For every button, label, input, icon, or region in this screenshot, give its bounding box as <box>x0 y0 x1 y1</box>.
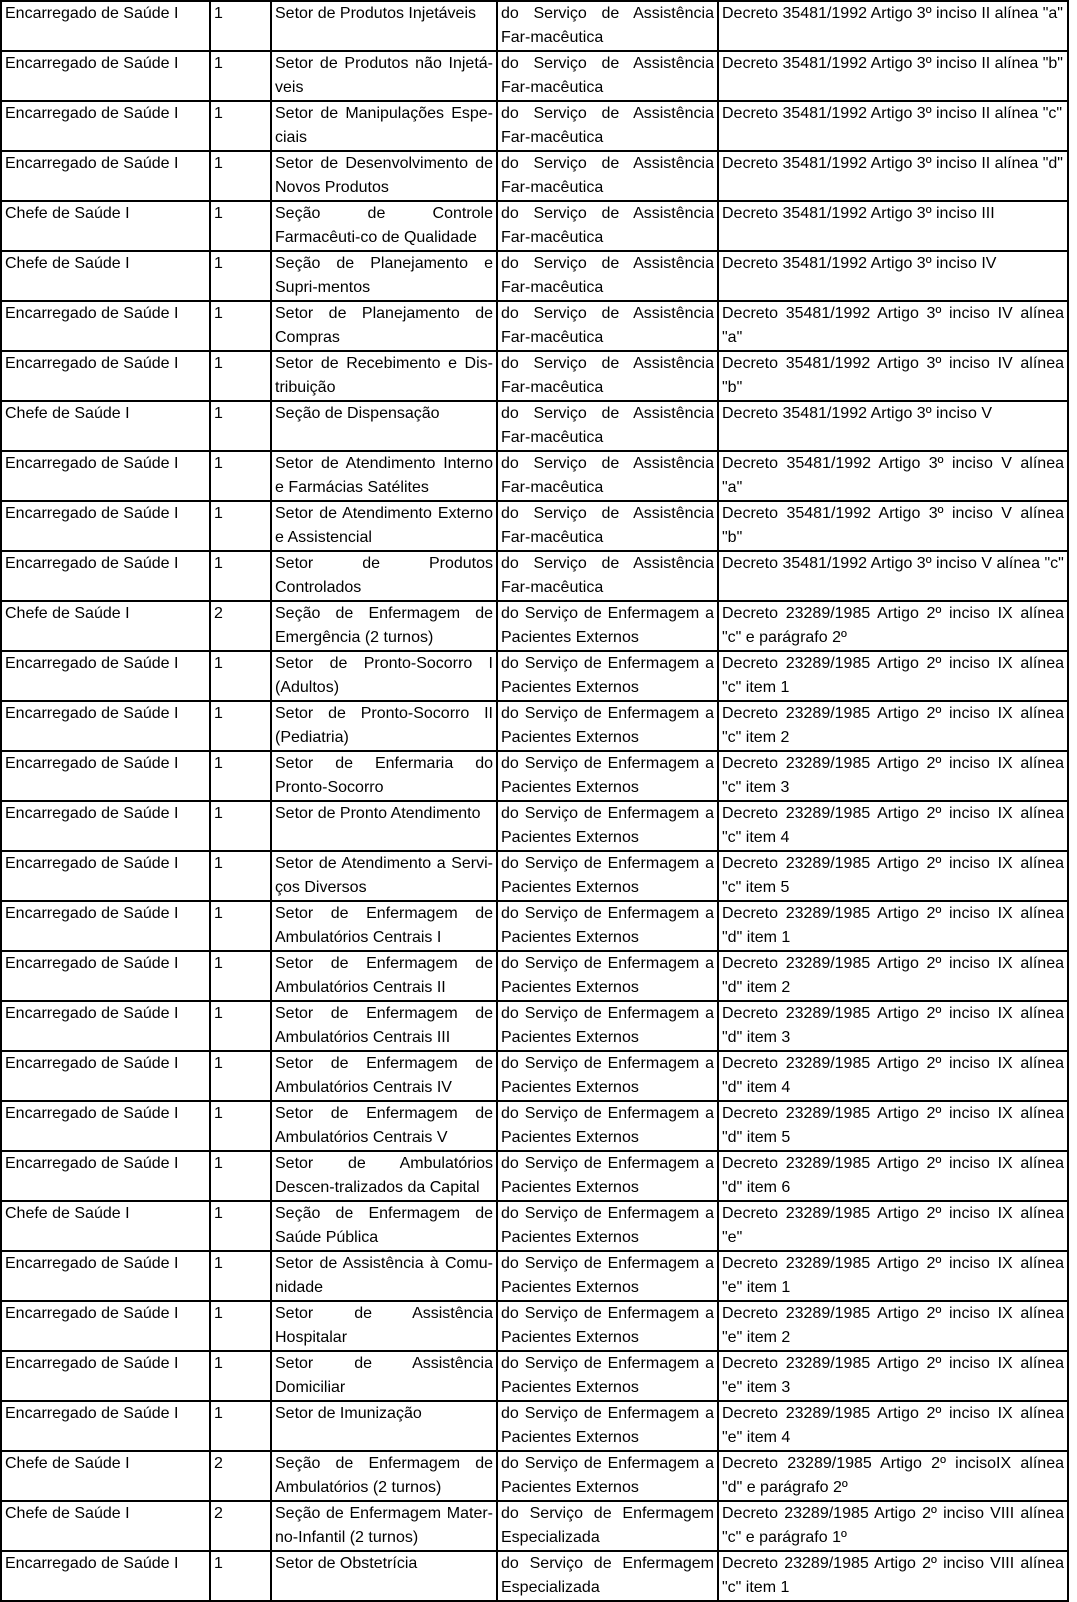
service-cell: do Serviço de Enfermagem a Pacientes Externos <box>497 1301 718 1351</box>
unit-cell: Setor de Produtos Injetáveis <box>271 1 497 51</box>
service-cell: do Serviço de Enfermagem a Pacientes Externos <box>497 1351 718 1401</box>
table-row <box>1 51 1068 101</box>
legal-basis-cell: Decreto 35481/1992 Artigo 3º inciso V <box>718 401 1068 451</box>
table-row <box>1 251 1068 301</box>
table-row <box>1 151 1068 201</box>
position-cell: Encarregado de Saúde I <box>1 1151 210 1201</box>
unit-cell: Setor de Enfermagem de Ambulatórios Centrais III <box>271 1001 497 1051</box>
position-cell: Encarregado de Saúde I <box>1 451 210 501</box>
quantity-cell: 1 <box>210 101 271 151</box>
table-row <box>1 601 1068 651</box>
positions-table-body <box>1 1 1068 1601</box>
legal-basis-cell: Decreto 23289/1985 Artigo 2º inciso IX alínea "d" item 3 <box>718 1001 1068 1051</box>
table-row <box>1 751 1068 801</box>
legal-basis-cell: Decreto 35481/1992 Artigo 3º inciso V alínea "c" <box>718 551 1068 601</box>
legal-basis-cell: Decreto 23289/1985 Artigo 2º inciso IX alínea "d" item 6 <box>718 1151 1068 1201</box>
legal-basis-cell: Decreto 35481/1992 Artigo 3º inciso IV alínea "b" <box>718 351 1068 401</box>
service-cell: do Serviço de Enfermagem a Pacientes Externos <box>497 1251 718 1301</box>
legal-basis-cell: Decreto 23289/1985 Artigo 2º inciso IX alínea "c" item 1 <box>718 651 1068 701</box>
unit-cell: Setor de Enfermaria do Pronto-Socorro <box>271 751 497 801</box>
service-cell: do Serviço de Assistência Far-macêutica <box>497 501 718 551</box>
position-cell: Encarregado de Saúde I <box>1 351 210 401</box>
quantity-cell: 1 <box>210 1351 271 1401</box>
quantity-cell: 1 <box>210 1 271 51</box>
unit-cell: Setor de Pronto-Socorro II (Pediatria) <box>271 701 497 751</box>
table-row <box>1 1101 1068 1151</box>
service-cell: do Serviço de Assistência Far-macêutica <box>497 401 718 451</box>
service-cell: do Serviço de Assistência Far-macêutica <box>497 101 718 151</box>
legal-basis-cell: Decreto 23289/1985 Artigo 2º inciso IX alínea "e" item 1 <box>718 1251 1068 1301</box>
legal-basis-cell: Decreto 23289/1985 Artigo 2º inciso IX alínea "d" item 1 <box>718 901 1068 951</box>
table-row <box>1 301 1068 351</box>
service-cell: do Serviço de Enfermagem a Pacientes Externos <box>497 701 718 751</box>
legal-basis-cell: Decreto 23289/1985 Artigo 2º inciso IX alínea "c" item 3 <box>718 751 1068 801</box>
quantity-cell: 1 <box>210 251 271 301</box>
position-cell: Encarregado de Saúde I <box>1 1401 210 1451</box>
legal-basis-cell: Decreto 23289/1985 Artigo 2º inciso IX alínea "c" e parágrafo 2º <box>718 601 1068 651</box>
table-row <box>1 1001 1068 1051</box>
service-cell: do Serviço de Assistência Far-macêutica <box>497 51 718 101</box>
legal-basis-cell: Decreto 23289/1985 Artigo 2º inciso VIII alínea "c" item 1 <box>718 1551 1068 1601</box>
unit-cell: Setor de Produtos não Injetá-veis <box>271 51 497 101</box>
unit-cell: Setor de Recebimento e Dis-tribuição <box>271 351 497 401</box>
position-cell: Encarregado de Saúde I <box>1 551 210 601</box>
service-cell: do Serviço de Enfermagem Especializada <box>497 1501 718 1551</box>
position-cell: Encarregado de Saúde I <box>1 51 210 101</box>
legal-basis-cell: Decreto 23289/1985 Artigo 2º incisoIX alínea "d" e parágrafo 2º <box>718 1451 1068 1501</box>
position-cell: Encarregado de Saúde I <box>1 501 210 551</box>
service-cell: do Serviço de Enfermagem a Pacientes Externos <box>497 1101 718 1151</box>
legal-basis-cell: Decreto 23289/1985 Artigo 2º inciso IX alínea "c" item 5 <box>718 851 1068 901</box>
unit-cell: Seção de Enfermagem de Saúde Pública <box>271 1201 497 1251</box>
quantity-cell: 1 <box>210 51 271 101</box>
position-cell: Encarregado de Saúde I <box>1 1551 210 1601</box>
quantity-cell: 1 <box>210 1151 271 1201</box>
unit-cell: Seção de Controle Farmacêuti-co de Qualidade <box>271 201 497 251</box>
legal-basis-cell: Decreto 35481/1992 Artigo 3º inciso II alínea "b" <box>718 51 1068 101</box>
legal-basis-cell: Decreto 35481/1992 Artigo 3º inciso V alínea "b" <box>718 501 1068 551</box>
quantity-cell: 1 <box>210 951 271 1001</box>
unit-cell: Setor de Pronto-Socorro I (Adultos) <box>271 651 497 701</box>
table-row <box>1 701 1068 751</box>
service-cell: do Serviço de Enfermagem a Pacientes Externos <box>497 751 718 801</box>
table-row <box>1 1501 1068 1551</box>
quantity-cell: 1 <box>210 1201 271 1251</box>
quantity-cell: 2 <box>210 1451 271 1501</box>
legal-basis-cell: Decreto 35481/1992 Artigo 3º inciso V alínea "a" <box>718 451 1068 501</box>
quantity-cell: 1 <box>210 551 271 601</box>
quantity-cell: 2 <box>210 601 271 651</box>
service-cell: do Serviço de Enfermagem a Pacientes Externos <box>497 651 718 701</box>
legal-basis-cell: Decreto 23289/1985 Artigo 2º inciso VIII alínea "c" e parágrafo 1º <box>718 1501 1068 1551</box>
service-cell: do Serviço de Enfermagem a Pacientes Externos <box>497 1401 718 1451</box>
position-cell: Encarregado de Saúde I <box>1 301 210 351</box>
table-row <box>1 501 1068 551</box>
legal-basis-cell: Decreto 23289/1985 Artigo 2º inciso IX alínea "d" item 2 <box>718 951 1068 1001</box>
position-cell: Chefe de Saúde I <box>1 601 210 651</box>
position-cell: Chefe de Saúde I <box>1 201 210 251</box>
service-cell: do Serviço de Assistência Far-macêutica <box>497 351 718 401</box>
position-cell: Encarregado de Saúde I <box>1 951 210 1001</box>
service-cell: do Serviço de Assistência Far-macêutica <box>497 551 718 601</box>
legal-basis-cell: Decreto 23289/1985 Artigo 2º inciso IX alínea "e" item 3 <box>718 1351 1068 1401</box>
service-cell: do Serviço de Enfermagem a Pacientes Externos <box>497 601 718 651</box>
legal-basis-cell: Decreto 23289/1985 Artigo 2º inciso IX alínea "c" item 4 <box>718 801 1068 851</box>
unit-cell: Setor de Enfermagem de Ambulatórios Centrais I <box>271 901 497 951</box>
position-cell: Encarregado de Saúde I <box>1 1 210 51</box>
quantity-cell: 1 <box>210 401 271 451</box>
position-cell: Encarregado de Saúde I <box>1 751 210 801</box>
service-cell: do Serviço de Assistência Far-macêutica <box>497 301 718 351</box>
unit-cell: Setor de Enfermagem de Ambulatórios Centrais V <box>271 1101 497 1151</box>
legal-basis-cell: Decreto 35481/1992 Artigo 3º inciso III <box>718 201 1068 251</box>
position-cell: Chefe de Saúde I <box>1 1201 210 1251</box>
quantity-cell: 1 <box>210 201 271 251</box>
unit-cell: Setor de Produtos Controlados <box>271 551 497 601</box>
service-cell: do Serviço de Enfermagem Especializada <box>497 1551 718 1601</box>
quantity-cell: 1 <box>210 901 271 951</box>
position-cell: Encarregado de Saúde I <box>1 151 210 201</box>
quantity-cell: 1 <box>210 151 271 201</box>
legal-basis-cell: Decreto 23289/1985 Artigo 2º inciso IX alínea "d" item 5 <box>718 1101 1068 1151</box>
service-cell: do Serviço de Enfermagem a Pacientes Externos <box>497 1201 718 1251</box>
unit-cell: Setor de Manipulações Espe-ciais <box>271 101 497 151</box>
table-row <box>1 351 1068 401</box>
table-row <box>1 1201 1068 1251</box>
service-cell: do Serviço de Assistência Far-macêutica <box>497 251 718 301</box>
position-cell: Chefe de Saúde I <box>1 251 210 301</box>
unit-cell: Setor de Atendimento a Servi-ços Diversos <box>271 851 497 901</box>
quantity-cell: 1 <box>210 851 271 901</box>
service-cell: do Serviço de Enfermagem a Pacientes Externos <box>497 1151 718 1201</box>
table-row <box>1 1401 1068 1451</box>
unit-cell: Seção de Dispensação <box>271 401 497 451</box>
quantity-cell: 1 <box>210 1551 271 1601</box>
quantity-cell: 1 <box>210 501 271 551</box>
unit-cell: Setor de Planejamento de Compras <box>271 301 497 351</box>
quantity-cell: 1 <box>210 1251 271 1301</box>
unit-cell: Setor de Enfermagem de Ambulatórios Centrais II <box>271 951 497 1001</box>
service-cell: do Serviço de Enfermagem a Pacientes Externos <box>497 1001 718 1051</box>
service-cell: do Serviço de Assistência Far-macêutica <box>497 451 718 501</box>
position-cell: Chefe de Saúde I <box>1 401 210 451</box>
unit-cell: Setor de Assistência à Comu-nidade <box>271 1251 497 1301</box>
position-cell: Encarregado de Saúde I <box>1 1351 210 1401</box>
unit-cell: Setor de Assistência Domiciliar <box>271 1351 497 1401</box>
position-cell: Encarregado de Saúde I <box>1 1301 210 1351</box>
position-cell: Encarregado de Saúde I <box>1 1251 210 1301</box>
table-row <box>1 1 1068 51</box>
quantity-cell: 1 <box>210 1401 271 1451</box>
quantity-cell: 1 <box>210 351 271 401</box>
position-cell: Encarregado de Saúde I <box>1 701 210 751</box>
service-cell: do Serviço de Enfermagem a Pacientes Externos <box>497 801 718 851</box>
legal-basis-cell: Decreto 35481/1992 Artigo 3º inciso II alínea "a" <box>718 1 1068 51</box>
position-cell: Encarregado de Saúde I <box>1 101 210 151</box>
legal-basis-cell: Decreto 35481/1992 Artigo 3º inciso IV alínea "a" <box>718 301 1068 351</box>
service-cell: do Serviço de Enfermagem a Pacientes Externos <box>497 1051 718 1101</box>
unit-cell: Seção de Enfermagem Mater-no-Infantil (2 turnos) <box>271 1501 497 1551</box>
legal-basis-cell: Decreto 35481/1992 Artigo 3º inciso IV <box>718 251 1068 301</box>
legal-basis-cell: Decreto 23289/1985 Artigo 2º inciso IX alínea "e" item 2 <box>718 1301 1068 1351</box>
table-row <box>1 1051 1068 1101</box>
unit-cell: Seção de Enfermagem de Emergência (2 turnos) <box>271 601 497 651</box>
legal-basis-cell: Decreto 35481/1992 Artigo 3º inciso II alínea "c" <box>718 101 1068 151</box>
quantity-cell: 1 <box>210 651 271 701</box>
quantity-cell: 1 <box>210 1301 271 1351</box>
position-cell: Encarregado de Saúde I <box>1 1001 210 1051</box>
service-cell: do Serviço de Enfermagem a Pacientes Externos <box>497 851 718 901</box>
table-row <box>1 651 1068 701</box>
unit-cell: Setor de Enfermagem de Ambulatórios Centrais IV <box>271 1051 497 1101</box>
quantity-cell: 1 <box>210 751 271 801</box>
legal-basis-cell: Decreto 23289/1985 Artigo 2º inciso IX alínea "e" <box>718 1201 1068 1251</box>
service-cell: do Serviço de Assistência Far-macêutica <box>497 201 718 251</box>
service-cell: do Serviço de Enfermagem a Pacientes Externos <box>497 951 718 1001</box>
unit-cell: Setor de Atendimento Externo e Assistencial <box>271 501 497 551</box>
table-row <box>1 401 1068 451</box>
service-cell: do Serviço de Enfermagem a Pacientes Externos <box>497 1451 718 1501</box>
legal-basis-cell: Decreto 23289/1985 Artigo 2º inciso IX alínea "e" item 4 <box>718 1401 1068 1451</box>
service-cell: do Serviço de Enfermagem a Pacientes Externos <box>497 901 718 951</box>
unit-cell: Setor de Ambulatórios Descen-tralizados da Capital <box>271 1151 497 1201</box>
position-cell: Encarregado de Saúde I <box>1 1051 210 1101</box>
table-row <box>1 451 1068 501</box>
legal-basis-cell: Decreto 23289/1985 Artigo 2º inciso IX alínea "d" item 4 <box>718 1051 1068 1101</box>
table-row <box>1 901 1068 951</box>
unit-cell: Setor de Assistência Hospitalar <box>271 1301 497 1351</box>
unit-cell: Setor de Atendimento Interno e Farmácias Satélites <box>271 451 497 501</box>
unit-cell: Setor de Imunização <box>271 1401 497 1451</box>
legal-basis-cell: Decreto 23289/1985 Artigo 2º inciso IX alínea "c" item 2 <box>718 701 1068 751</box>
unit-cell: Setor de Desenvolvimento de Novos Produtos <box>271 151 497 201</box>
position-cell: Encarregado de Saúde I <box>1 1101 210 1151</box>
table-row <box>1 801 1068 851</box>
quantity-cell: 1 <box>210 801 271 851</box>
service-cell: do Serviço de Assistência Far-macêutica <box>497 1 718 51</box>
table-row <box>1 551 1068 601</box>
table-row <box>1 1151 1068 1201</box>
quantity-cell: 1 <box>210 1001 271 1051</box>
quantity-cell: 1 <box>210 451 271 501</box>
unit-cell: Setor de Pronto Atendimento <box>271 801 497 851</box>
table-row <box>1 101 1068 151</box>
position-cell: Chefe de Saúde I <box>1 1451 210 1501</box>
quantity-cell: 1 <box>210 1051 271 1101</box>
unit-cell: Seção de Enfermagem de Ambulatórios (2 turnos) <box>271 1451 497 1501</box>
position-cell: Encarregado de Saúde I <box>1 901 210 951</box>
table-row <box>1 951 1068 1001</box>
table-row <box>1 851 1068 901</box>
legal-basis-cell: Decreto 35481/1992 Artigo 3º inciso II alínea "d" <box>718 151 1068 201</box>
unit-cell: Seção de Planejamento e Supri-mentos <box>271 251 497 301</box>
position-cell: Encarregado de Saúde I <box>1 851 210 901</box>
unit-cell: Setor de Obstetrícia <box>271 1551 497 1601</box>
position-cell: Encarregado de Saúde I <box>1 801 210 851</box>
position-cell: Chefe de Saúde I <box>1 1501 210 1551</box>
table-row <box>1 1451 1068 1501</box>
position-cell: Encarregado de Saúde I <box>1 651 210 701</box>
table-row <box>1 1301 1068 1351</box>
table-row <box>1 1251 1068 1301</box>
service-cell: do Serviço de Assistência Far-macêutica <box>497 151 718 201</box>
quantity-cell: 2 <box>210 1501 271 1551</box>
table-row <box>1 1351 1068 1401</box>
table-row <box>1 1551 1068 1601</box>
quantity-cell: 1 <box>210 701 271 751</box>
table-row <box>1 201 1068 251</box>
quantity-cell: 1 <box>210 1101 271 1151</box>
quantity-cell: 1 <box>210 301 271 351</box>
